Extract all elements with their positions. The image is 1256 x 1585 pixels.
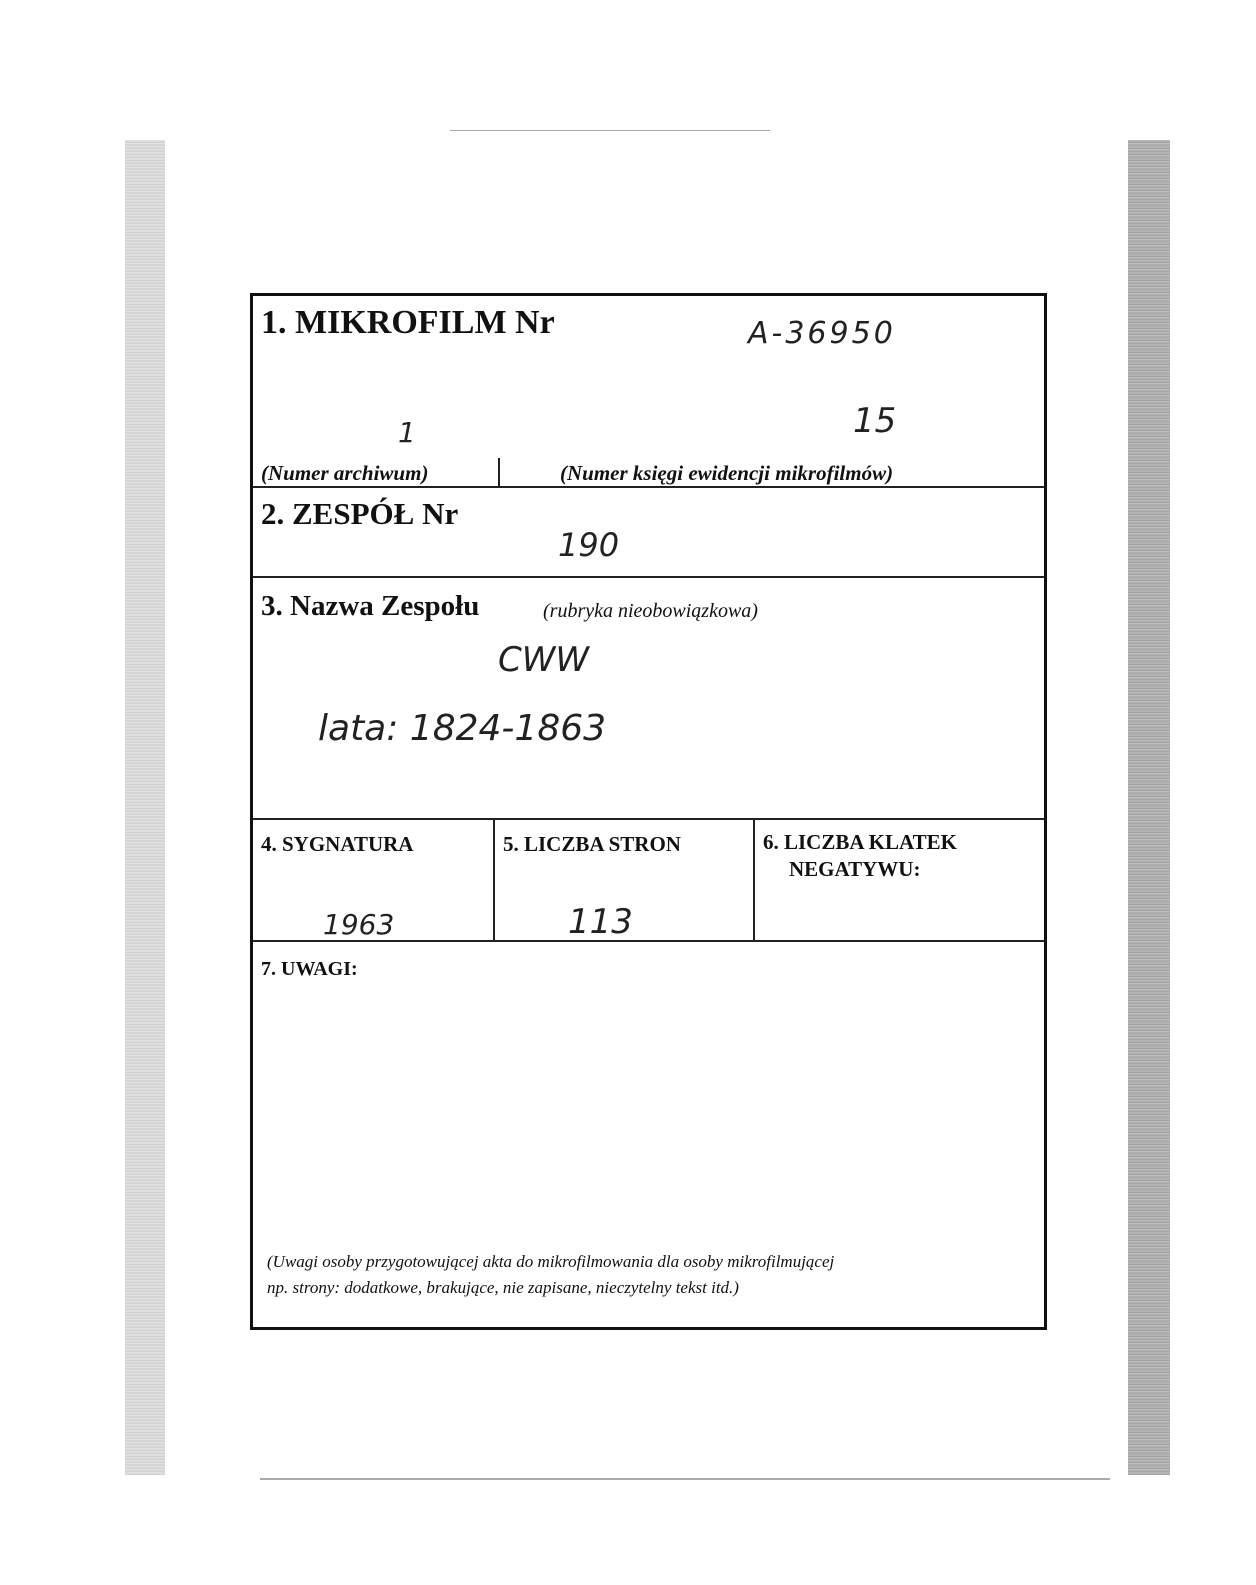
fonds-name-note: (rubryka nieobowiązkowa) <box>543 600 758 622</box>
column-divider <box>493 820 495 940</box>
section-fonds-name <box>253 578 1044 820</box>
years-value: lata: 1824-1863 <box>318 708 607 749</box>
register-number: 15 <box>853 401 897 441</box>
scan-edge-right <box>1128 140 1170 1475</box>
scan-edge-left <box>125 140 165 1475</box>
section-microfilm <box>253 296 1044 488</box>
page-count-value: 113 <box>568 902 633 942</box>
archive-number-caption: (Numer archiwum) <box>261 461 429 485</box>
frame-count-label-2: NEGATYWU: <box>789 857 921 881</box>
remarks-label: 7. UWAGI: <box>261 958 358 980</box>
caption-divider <box>498 458 500 486</box>
section-details <box>253 820 1044 942</box>
signature-label: 4. SYGNATURA <box>261 832 414 856</box>
microfilm-number: A-36950 <box>748 316 896 351</box>
page-count-label: 5. LICZBA STRON <box>503 832 681 856</box>
fonds-name-value: CWW <box>498 640 589 680</box>
section-remarks <box>253 942 1044 1327</box>
scan-artifact-top <box>450 130 770 131</box>
fonds-number: 190 <box>558 526 620 564</box>
frame-count-label: 6. LICZBA KLATEK <box>763 830 957 854</box>
remarks-footnote-2: np. strony: dodatkowe, brakujące, nie zapisane, nieczytelny tekst itd.) <box>267 1278 739 1297</box>
section-fonds <box>253 488 1044 578</box>
microfilm-form <box>250 293 1047 1330</box>
archive-number: 1 <box>398 416 416 449</box>
scan-artifact-bottom <box>260 1478 1110 1480</box>
microfilm-label: 1. MIKROFILM Nr <box>261 304 555 341</box>
fonds-name-label: 3. Nazwa Zespołu <box>261 590 480 622</box>
signature-value: 1963 <box>323 908 395 941</box>
remarks-footnote-1: (Uwagi osoby przygotowującej akta do mikrofilmowania dla osoby mikrofilmującej <box>267 1252 835 1271</box>
fonds-label: 2. ZESPÓŁ Nr <box>261 496 459 531</box>
register-number-caption: (Numer księgi ewidencji mikrofilmów) <box>560 461 894 485</box>
column-divider <box>753 820 755 940</box>
